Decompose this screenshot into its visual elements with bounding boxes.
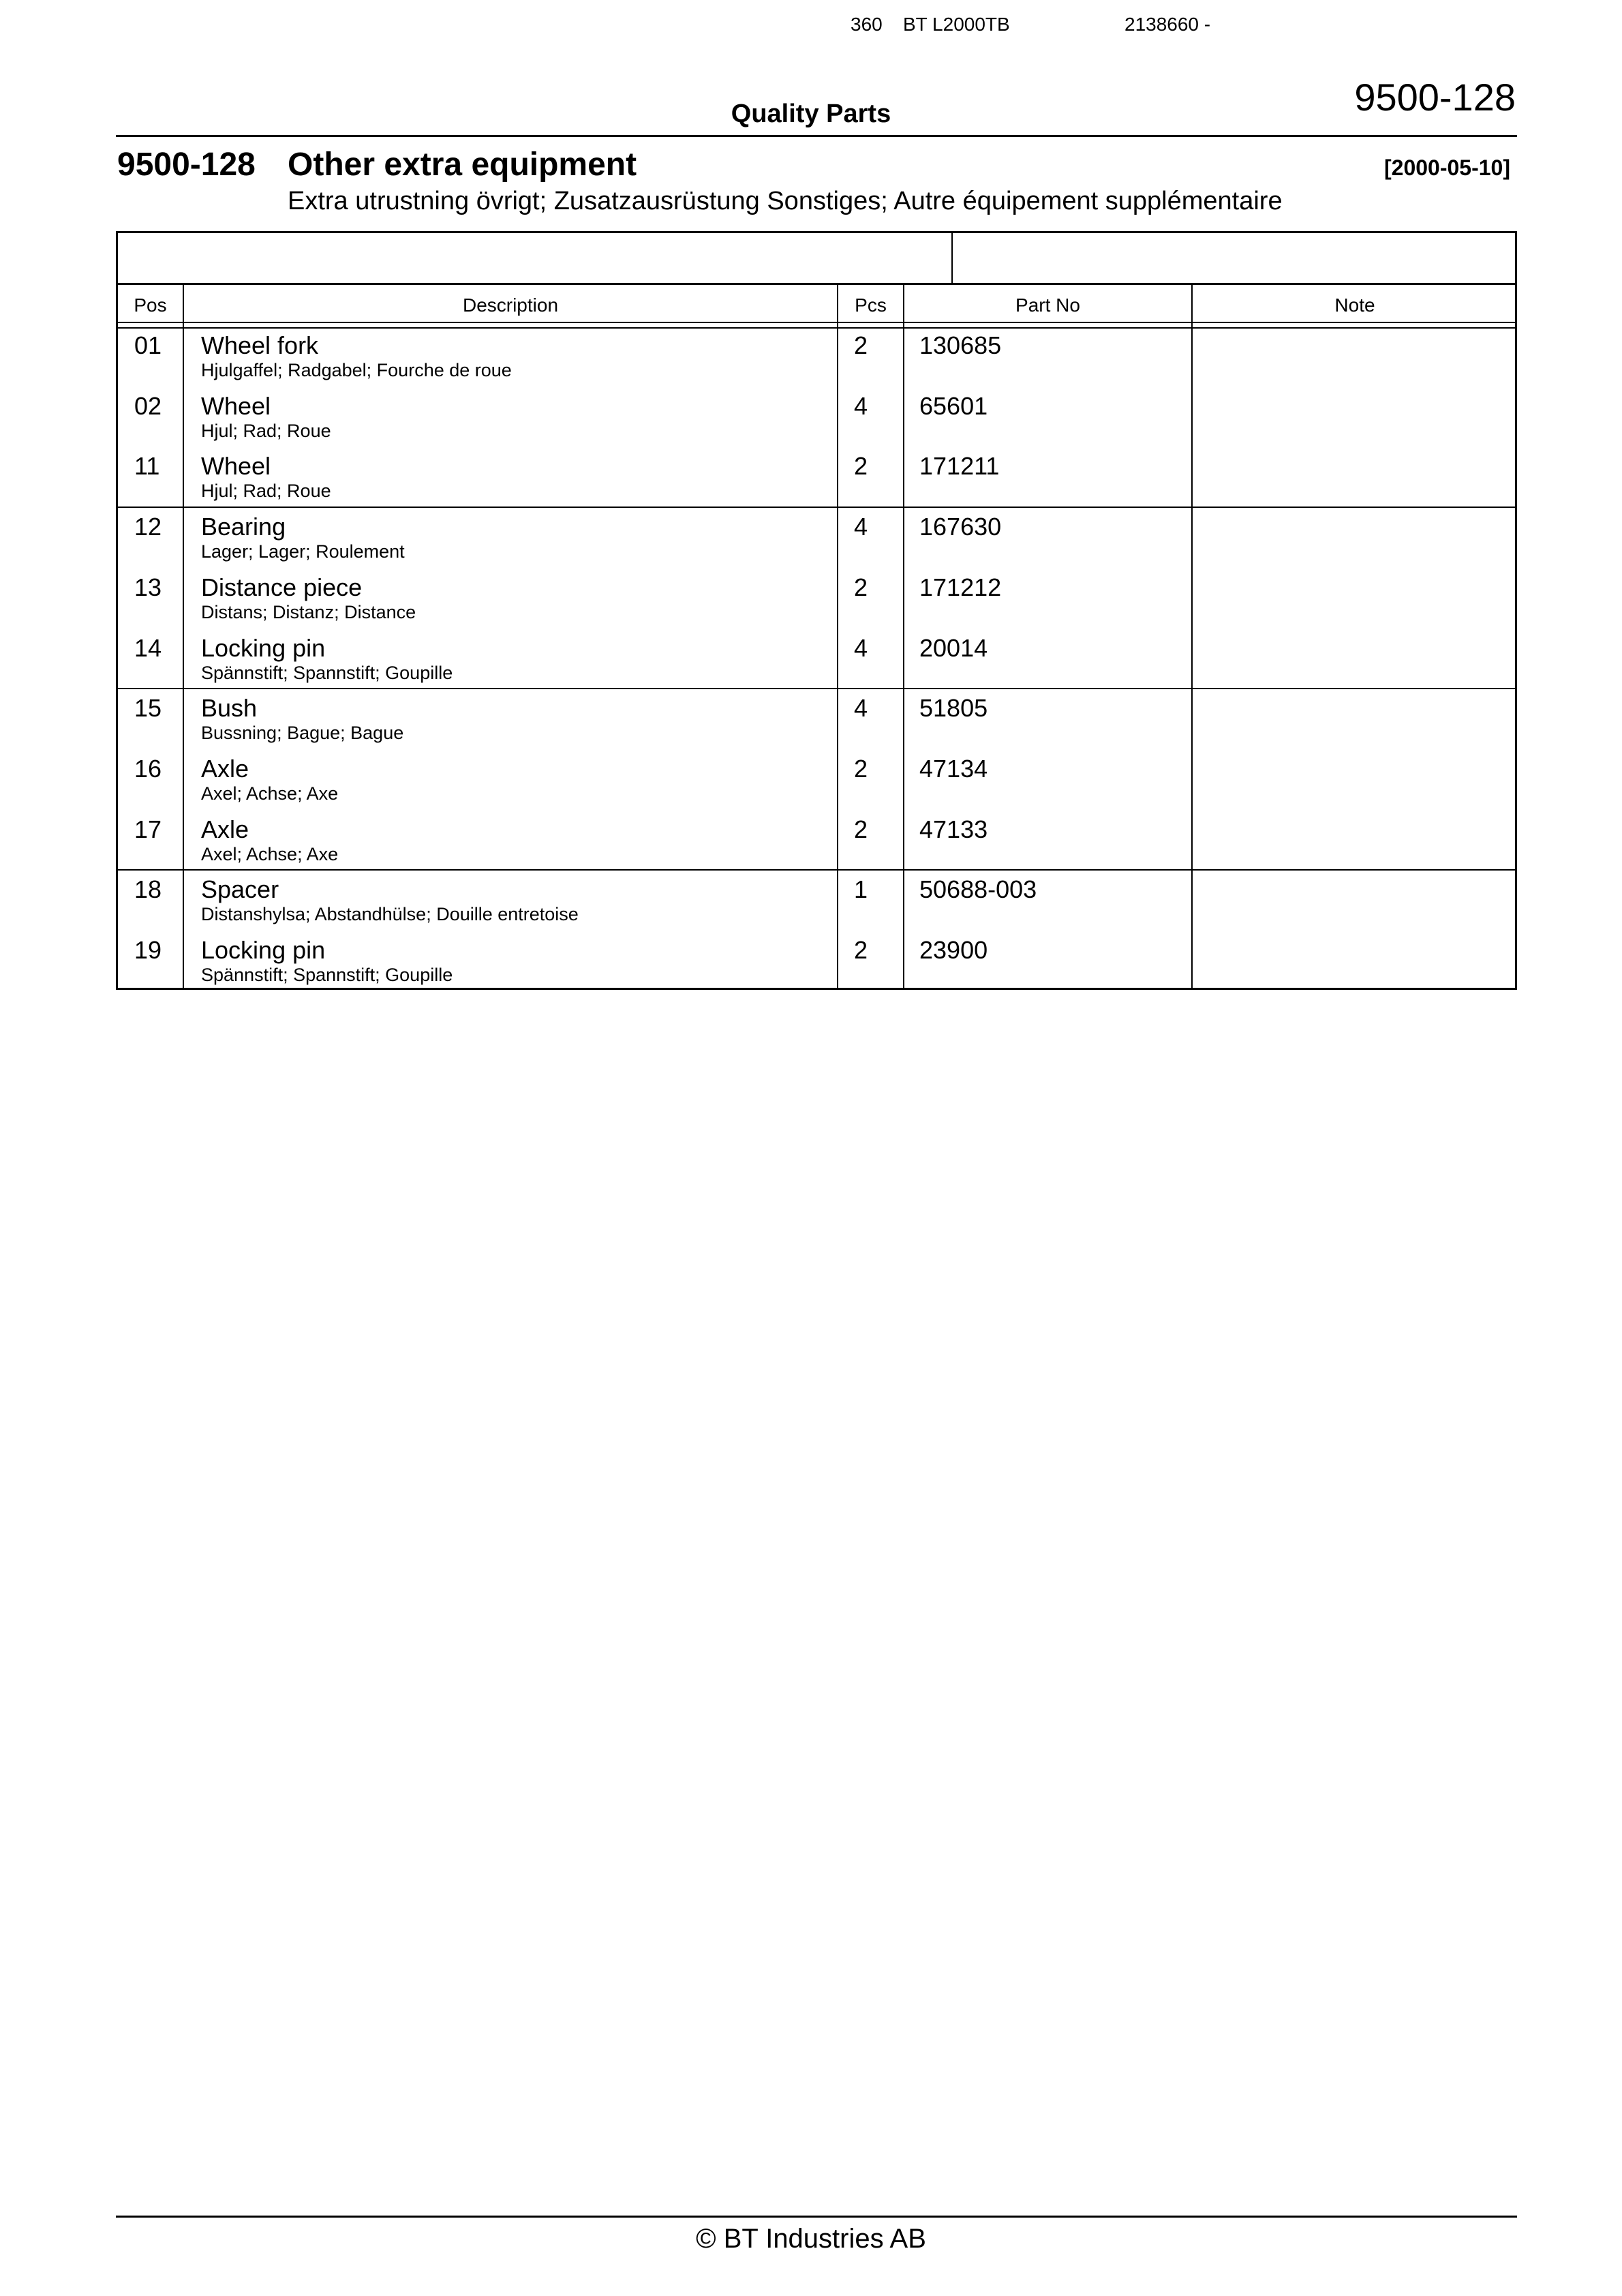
group-divider (118, 688, 1515, 689)
row-description: Axle (201, 815, 249, 843)
parts-table (116, 285, 1517, 990)
section-title: Other extra equipment (288, 147, 637, 183)
column-header-description: Description (462, 294, 559, 316)
footer-rule (116, 2216, 1517, 2218)
row-translation: Hjulgaffel; Radgabel; Fourche de roue (201, 360, 512, 380)
info-box (116, 231, 1517, 285)
row-pos: 16 (134, 754, 162, 783)
row-pcs: 4 (854, 391, 868, 420)
row-pcs: 4 (854, 513, 868, 541)
row-translation: Hjul; Rad; Roue (201, 420, 331, 441)
row-pcs: 1 (854, 875, 868, 904)
row-pcs: 2 (854, 815, 868, 843)
section-date: [2000-05-10] (1384, 155, 1510, 180)
row-part-number: 50688-003 (919, 875, 1037, 904)
row-pos: 11 (134, 452, 160, 481)
row-translation: Distanshylsa; Abstandhülse; Douille entretoise (201, 904, 579, 925)
row-part-number: 47133 (919, 815, 988, 843)
row-pos: 18 (134, 875, 162, 904)
header-rule-bottom (118, 327, 1515, 329)
row-pcs: 2 (854, 754, 868, 783)
header-rule-top (118, 322, 1515, 323)
row-part-number: 171212 (919, 573, 1002, 601)
section-subtitle: Extra utrustning övrigt; Zusatzausrüstung Sonstiges; Autre équipement supplémentaire (288, 187, 1283, 215)
column-header-pos: Pos (134, 294, 167, 316)
row-part-number: 167630 (919, 513, 1002, 541)
column-divider-description (837, 285, 838, 988)
row-part-number: 130685 (919, 331, 1002, 359)
row-translation: Spännstift; Spannstift; Goupille (201, 662, 453, 683)
row-pos: 14 (134, 633, 162, 662)
row-translation: Distans; Distanz; Distance (201, 601, 416, 622)
row-translation: Spännstift; Spannstift; Goupille (201, 965, 453, 985)
group-divider (118, 507, 1515, 508)
row-description: Bush (201, 694, 258, 723)
row-pos: 13 (134, 573, 162, 601)
row-pos: 15 (134, 694, 162, 723)
row-description: Wheel fork (201, 331, 319, 359)
row-part-number: 65601 (919, 391, 988, 420)
header-center-title: Quality Parts (731, 100, 891, 128)
row-part-number: 171211 (919, 452, 1000, 481)
row-pos: 01 (134, 331, 162, 359)
row-pcs: 4 (854, 633, 868, 662)
row-pcs: 2 (854, 573, 868, 601)
row-description: Bearing (201, 513, 286, 541)
column-divider-partno (1191, 285, 1193, 988)
row-pos: 17 (134, 815, 162, 843)
header-rule (116, 135, 1517, 137)
info-serial: 2138660 - (1124, 14, 1211, 35)
column-divider-pos (183, 285, 184, 988)
footer-copyright: © BT Industries AB (696, 2224, 926, 2254)
column-divider-pcs (903, 285, 904, 988)
row-part-number: 51805 (919, 694, 988, 723)
header-document-code: 9500-128 (1354, 76, 1516, 119)
column-header-partno: Part No (1015, 294, 1080, 316)
row-part-number: 47134 (919, 754, 988, 783)
row-description: Spacer (201, 875, 279, 904)
row-description: Distance piece (201, 573, 363, 601)
row-translation: Axel; Achse; Axe (201, 843, 339, 864)
row-pcs: 4 (854, 694, 868, 723)
info-cell (951, 233, 1514, 283)
row-pos: 12 (134, 513, 162, 541)
row-pos: 02 (134, 391, 162, 420)
row-translation: Hjul; Rad; Roue (201, 481, 331, 502)
row-translation: Axel; Achse; Axe (201, 783, 339, 804)
row-description: Locking pin (201, 633, 326, 662)
info-model: 360 (851, 14, 883, 35)
row-translation: Bussning; Bague; Bague (201, 723, 404, 744)
row-pos: 19 (134, 936, 162, 964)
row-description: Wheel (201, 391, 271, 420)
row-description: Wheel (201, 452, 271, 481)
row-pcs: 2 (854, 452, 868, 481)
row-translation: Lager; Lager; Roulement (201, 541, 405, 562)
column-header-pcs: Pcs (855, 294, 887, 316)
row-description: Axle (201, 754, 249, 783)
row-part-number: 20014 (919, 633, 988, 662)
row-description: Locking pin (201, 936, 326, 964)
row-pcs: 2 (854, 936, 868, 964)
row-pcs: 2 (854, 331, 868, 359)
section-code: 9500-128 (117, 147, 256, 183)
info-machine-name: BT L2000TB (903, 14, 1010, 35)
row-part-number: 23900 (919, 936, 988, 964)
column-header-note: Note (1334, 294, 1375, 316)
group-divider (118, 869, 1515, 871)
